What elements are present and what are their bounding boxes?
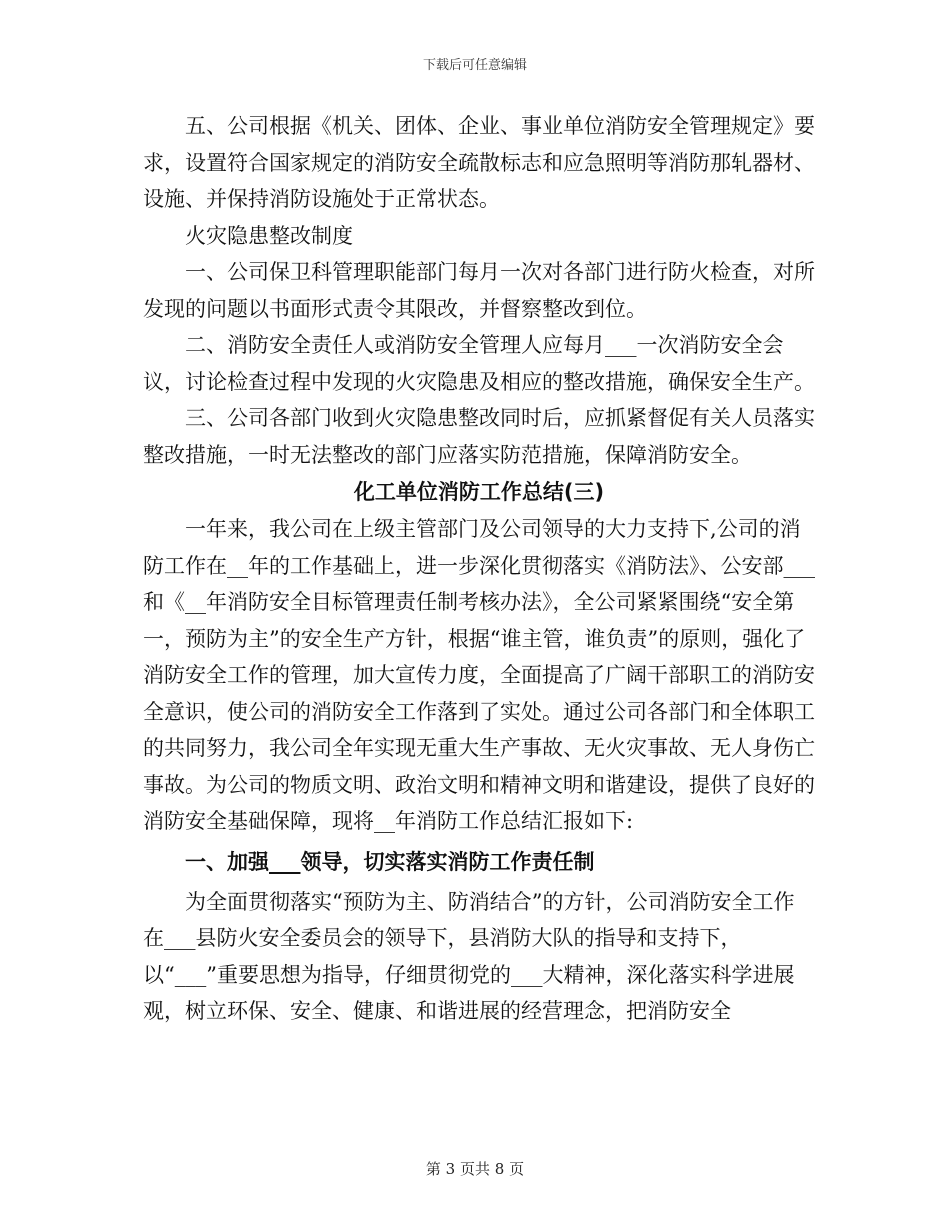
page-number-footer: 第 3 页共 8 页 xyxy=(425,1160,525,1178)
paragraph-summary-intro: 一年来，我公司在上级主管部门及公司领导的大力支持下,公司的消防工作在__年的工作基础上，进一步深化贯彻落实《消防法》、公安部___和《__年消防安全目标管理责任制考核办法》，全公司紧紧围绕“安全第一，预防为主”的安全生产方针，根据“谁主管，谁负责”的原则，强化了消防安全工作的管理，加大宣传力度，全面提高了广阔干部职工的消防安全意识，使公司的消防安全工作落到了实处。通过公司各部门和全体职工的共同努力，我公司全年实现无重大生产事故、无火灾事故、无人身伤亡事故。为公司的物质文明、政治文明和精神文明和谐建设，提供了良好的消防安全基础保障，现将__年消防工作总结汇报如下: xyxy=(143,517,815,833)
document-title: 化工单位消防工作总结(三) xyxy=(353,480,605,504)
document-body xyxy=(143,108,815,1030)
paragraph-section-body: 为全面贯彻落实“预防为主、防消结合”的方针，公司消防安全工作在___县防火安全委员会的领导下，县消防大队的指导和支持下，以“___”重要思想为指导，仔细贯彻党的___大精神，深化落实科学进展观，树立环保、安全、健康、和谐进展的经营理念，把消防安全 xyxy=(143,889,795,1023)
paragraph-clause-5: 五、公司根据《机关、团体、企业、事业单位消防安全管理规定》要求，设置符合国家规定的消防安全疏散标志和应急照明等消防那轧器材、设施、并保持消防设施处于正常状态。 xyxy=(143,114,815,211)
section-heading-hazard-rectification: 火灾隐患整改制度 xyxy=(185,223,353,248)
bold-section-heading: 一、加强___领导，切实落实消防工作责任制 xyxy=(185,849,595,874)
paragraph-clause-3: 三、公司各部门收到火灾隐患整改同时后，应抓紧督促有关人员落实整改措施，一时无法整改的部门应落实防范措施，保障消防安全。 xyxy=(143,406,815,467)
page-header-note: 下载后可任意编辑 xyxy=(422,58,527,73)
paragraph-clause-1: 一、公司保卫科管理职能部门每月一次对各部门进行防火检查，对所发现的问题以书面形式责令其限改，并督察整改到位。 xyxy=(143,260,815,321)
paragraph-clause-2: 二、消防安全责任人或消防安全管理人应每月___一次消防安全会议，讨论检查过程中发现的火灾隐患及相应的整改措施，确保安全生产。 xyxy=(143,333,815,394)
